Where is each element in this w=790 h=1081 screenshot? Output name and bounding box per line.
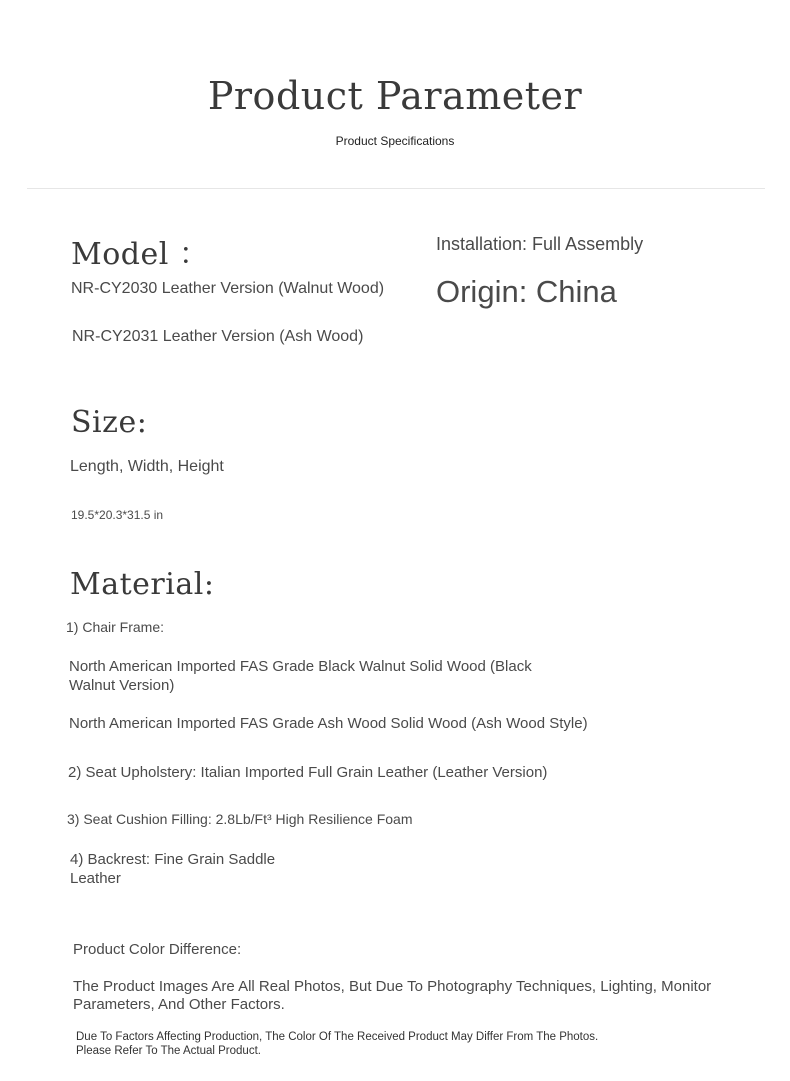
origin-info: Origin: China: [436, 274, 617, 309]
material-upholstery: 2) Seat Upholstery: Italian Imported Full Grain Leather (Leather Version): [68, 764, 548, 781]
page-title: Product Parameter: [207, 74, 583, 118]
header-divider: [27, 188, 765, 189]
model-item-walnut: NR-CY2030 Leather Version (Walnut Wood): [71, 280, 385, 297]
size-heading: Size:: [71, 405, 148, 440]
page-subtitle: Product Specifications: [335, 134, 455, 148]
color-note-heading: Product Color Difference:: [73, 941, 242, 958]
color-note-line2: Due To Factors Affecting Production, The Color Of The Received Product May Differ From The Photos. Please Refer To The Actual Product.: [76, 1031, 599, 1057]
material-frame-walnut: North American Imported FAS Grade Black Walnut Solid Wood (Black Walnut Version): [69, 658, 532, 694]
color-note-line1: The Product Images Are All Real Photos, But Due To Photography Techniques, Lighting, Monitor Parameters, And Other Factors.: [73, 978, 712, 1013]
installation-info: Installation: Full Assembly: [436, 234, 644, 254]
material-frame-label: 1) Chair Frame:: [66, 619, 165, 635]
size-value: 19.5*20.3*31.5 in: [71, 508, 164, 522]
material-backrest: 4) Backrest: Fine Grain Saddle Leather: [70, 851, 276, 887]
material-filling: 3) Seat Cushion Filling: 2.8Lb/Ft³ High Resilience Foam: [67, 811, 413, 827]
size-label: Length, Width, Height: [70, 458, 224, 475]
material-heading: Material:: [70, 567, 215, 602]
material-frame-ash: North American Imported FAS Grade Ash Wood Solid Wood (Ash Wood Style): [69, 715, 588, 732]
model-heading: Model ：: [71, 237, 210, 272]
model-item-ash: NR-CY2031 Leather Version (Ash Wood): [72, 328, 364, 345]
